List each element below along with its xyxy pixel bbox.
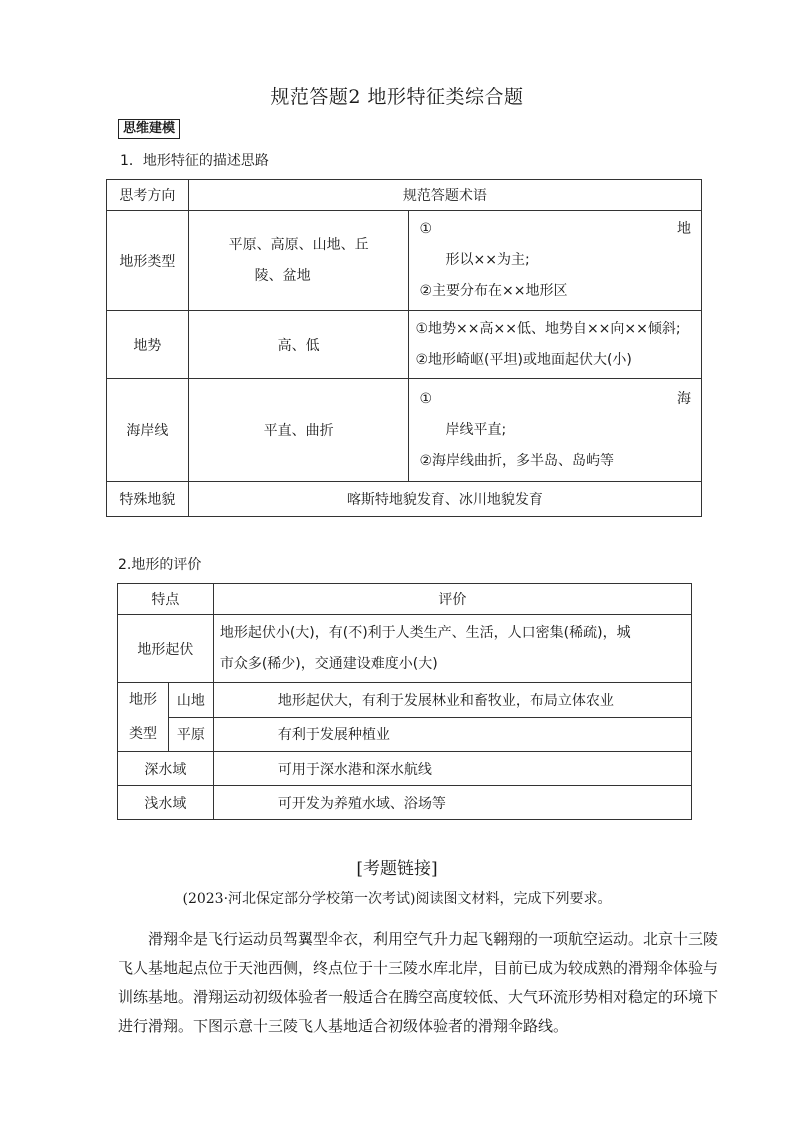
answer-detail-cell [409,379,702,482]
answer-detail-cell [409,311,702,379]
evaluation-cell: 有利于发展种植业 [213,717,691,752]
page-title: 规范答题2 地形特征类综合题 [270,86,524,108]
table-row [107,379,702,482]
table-row [118,683,692,718]
row-label: 浅水域 [118,786,214,820]
header-cell: 思考方向 [107,180,189,211]
answer-term-line: 平原、高原、山地、丘 [228,236,369,253]
table-row [107,211,702,311]
row-label: 地势 [107,311,189,379]
row-group-label [118,683,169,752]
table-row [107,311,702,379]
heading-terrain-description: 1．地形特征的描述思路 [120,153,269,169]
table-row [118,786,692,820]
answer-term-cell [188,211,409,311]
row-label: 海岸线 [107,379,189,482]
terrain-evaluation-table [117,583,692,820]
row-label: 地形类型 [107,211,189,311]
answer-detail-text: 岸线平直; [445,421,507,438]
answer-detail-text: ① [419,221,433,237]
header-cell: 评价 [213,584,691,615]
table-row [107,180,702,211]
table-row [107,482,702,517]
paragraph-line: 飞人基地起点位于天池西侧，终点位于十三陵水库北岸，目前已成为较成熟的滑翔伞体验与 [118,959,719,977]
table-row [118,584,692,615]
header-cell: 规范答题术语 [188,180,701,211]
evaluation-text: 地形起伏小(大)，有(不)利于人类生产、生活，人口密集(稀疏)，城 [219,624,631,641]
row-label: 地形起伏 [118,615,214,683]
heading-terrain-evaluation: 2.地形的评价 [118,557,202,573]
evaluation-cell: 可开发为养殖水域、浴场等 [213,786,691,820]
answer-term-cell: 平直、曲折 [188,379,409,482]
evaluation-cell: 可用于深水港和深水航线 [213,752,691,786]
answer-detail-text: 地 [677,221,691,237]
row-group-label-line: 地形 [128,692,157,708]
evaluation-cell [213,615,691,683]
answer-detail-text: ②海岸线曲折，多半岛、岛屿等 [419,452,615,469]
answer-detail-text: ①地势××高××低、地势自××向××倾斜; [415,320,681,337]
table-row [118,717,692,752]
answer-detail-cell [409,211,702,311]
question-source: (2023·河北保定部分学校第一次考试)阅读图文材料，完成下列要求。 [182,891,612,907]
sub-label: 山地 [168,683,213,718]
answer-detail-text: 海 [677,390,691,407]
evaluation-text: 市众多(稀少)，交通建设难度小(大) [219,655,438,672]
material-paragraph [118,925,719,1041]
answer-detail-text: ②主要分布在××地形区 [419,283,568,299]
paragraph-line: 滑翔伞是飞行运动员驾翼型伞衣，利用空气升力起飞翱翔的一项航空运动。北京十三陵 [148,930,719,948]
section-box-label: 思维建模 [118,119,180,139]
exam-link-heading: [考题链接] [356,859,438,879]
paragraph-line: 训练基地。滑翔运动初级体验者一般适合在腾空高度较低、大气环流形势相对稳定的环境下 [118,988,719,1006]
header-cell: 特点 [118,584,214,615]
table-row [118,752,692,786]
answer-detail-text: ① [419,390,433,407]
paragraph-line: 进行滑翔。下图示意十三陵飞人基地适合初级体验者的滑翔伞路线。 [118,1017,569,1035]
sub-label: 平原 [168,717,213,752]
answer-term-cell: 高、低 [188,311,409,379]
answer-term-line: 陵、盆地 [254,267,311,284]
answer-term-cell: 喀斯特地貌发育、冰川地貌发育 [188,482,701,517]
evaluation-cell: 地形起伏大，有利于发展林业和畜牧业，布局立体农业 [213,683,691,718]
row-label: 深水域 [118,752,214,786]
terrain-description-table [106,179,702,517]
row-label: 特殊地貌 [107,482,189,517]
answer-detail-text: 形以××为主; [445,252,530,268]
row-group-label-line: 类型 [128,726,157,742]
table-row [118,615,692,683]
answer-detail-text: ②地形崎岖(平坦)或地面起伏大(小) [415,351,632,368]
